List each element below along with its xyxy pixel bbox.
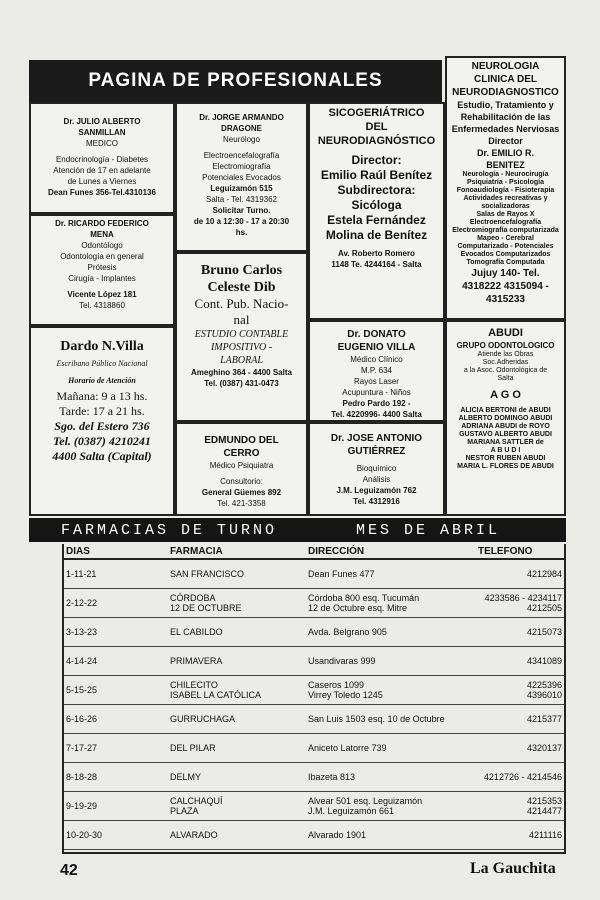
card-line: Médico Clínico	[350, 355, 403, 364]
cell-direccion	[306, 762, 476, 791]
card-line: Tel. 4220996- 4400 Salta	[331, 410, 422, 419]
cell-telefono-line: 4396010	[526, 689, 562, 700]
farmacias-title: FARMACIAS DE TURNO	[61, 522, 278, 539]
cell-direccion	[306, 820, 476, 849]
card-line: EUGENIO VILLA	[337, 342, 416, 353]
cell-farmacia-line: ISABEL LA CATÓLICA	[170, 689, 262, 700]
card-line: Consultorio:	[220, 477, 263, 486]
card-line: Tel. (0387) 4210241	[53, 434, 151, 448]
cell-dias: 3-13-23	[64, 617, 168, 646]
card-celeste-dib	[175, 252, 308, 422]
card-line: hs.	[235, 228, 248, 237]
card-line: Dr. EMILIO R.	[476, 148, 534, 158]
cell-direccion-line: Alvarado 1901	[308, 829, 367, 840]
card-line: Prótesis	[87, 263, 117, 272]
cell-telefono-line: 4211116	[528, 829, 562, 840]
cell-direccion-line: Dean Funes 477	[308, 568, 375, 579]
cell-telefono-line: 4233586 - 4234117	[484, 592, 562, 603]
header-dias: DIAS	[64, 544, 168, 559]
cell-dias: 7-17-27	[64, 733, 168, 762]
cell-farmacia-line: CÓRDOBA	[170, 592, 216, 603]
card-line: J.M. Leguizamón 762	[336, 486, 417, 495]
table-row	[64, 559, 564, 588]
card-line: Mapeo - Cerebral	[477, 235, 534, 242]
card-line: Bruno Carlos	[200, 263, 283, 278]
card-line: socializadoras	[481, 203, 530, 210]
card-line: A G O	[490, 389, 521, 401]
card-line: Tomografía Computada	[466, 259, 545, 266]
cell-farmacia	[168, 559, 306, 588]
card-sanmillan	[29, 102, 175, 214]
card-line: Fonoaudiología - Fisioterapia	[456, 187, 555, 194]
card-line: Horario de Atención	[68, 376, 136, 385]
card-line: Tel. 4312916	[353, 497, 400, 506]
table-header-row	[64, 544, 564, 559]
card-line: Tarde: 17 a 21 hs.	[59, 404, 145, 418]
cell-farmacia	[168, 646, 306, 675]
table-row	[64, 704, 564, 733]
card-line: Electroencefalografía	[203, 151, 280, 160]
card-line: LABORAL	[220, 355, 263, 366]
card-line: Escribano Público Nacional	[56, 359, 148, 368]
cell-direccion-line: Virrey Toledo 1245	[308, 689, 383, 700]
farmacias-table	[64, 544, 564, 850]
cell-dias: 5-15-25	[64, 675, 168, 704]
cell-farmacia-line: CHILECITO	[170, 679, 218, 690]
card-neurologia	[445, 56, 566, 320]
cell-direccion	[306, 704, 476, 733]
card-line: Salta	[497, 375, 514, 382]
table-row	[64, 820, 564, 849]
cell-direccion	[306, 675, 476, 704]
cell-telefono	[476, 762, 564, 791]
card-line: ESTUDIO CONTABLE	[194, 329, 289, 340]
card-line: Sgo. del Estero 736	[54, 419, 150, 433]
card-line: Subdirectora:	[337, 183, 416, 197]
card-line: Actividades recreativas y	[463, 195, 548, 202]
cell-farmacia-line: GURRUCHAGA	[170, 713, 236, 724]
cell-telefono	[476, 559, 564, 588]
page-banner	[29, 60, 442, 102]
farmacias-rows	[64, 559, 564, 849]
card-line: GUSTAVO ALBERTO ABUDI	[459, 431, 552, 438]
card-line: NESTOR RUBEN ABUDI	[465, 455, 546, 462]
header-farmacia: FARMACIA	[168, 544, 306, 559]
card-mena	[29, 214, 175, 326]
card-line: DRAGONE	[221, 124, 262, 133]
card-donato-villa	[308, 320, 445, 422]
cell-direccion	[306, 617, 476, 646]
cell-direccion	[306, 588, 476, 617]
card-del-cerro	[175, 422, 308, 516]
cell-farmacia	[168, 820, 306, 849]
cell-dias: 2-12-22	[64, 588, 168, 617]
cell-dias: 1-11-21	[64, 559, 168, 588]
card-line: ALBERTO DOMINGO ABUDI	[458, 415, 553, 422]
card-line: M.P. 634	[361, 366, 392, 375]
card-line: Molina de Benítez	[325, 228, 428, 242]
card-line: Psiquiatría - Psicología	[466, 179, 545, 186]
cell-telefono-line: 4215073	[526, 626, 562, 637]
cell-telefono-line: 4320137	[526, 742, 562, 753]
cell-farmacia-line: CALCHAQUÍ	[170, 795, 223, 806]
card-line: Estela Fernández	[327, 213, 426, 227]
card-line: Dr. RICARDO FEDERICO	[55, 219, 149, 228]
card-line: Tel. 4318860	[79, 301, 125, 310]
card-line: Odontólogo	[81, 241, 123, 250]
card-line: Leguizamón 515	[210, 184, 273, 193]
card-line: Dardo N.Villa	[60, 339, 144, 354]
card-line: Atiende las Obras	[477, 351, 534, 358]
card-line: DEL	[365, 121, 388, 133]
card-line: Análisis	[362, 475, 391, 484]
cell-farmacia	[168, 733, 306, 762]
card-line: EDMUNDO DEL	[204, 435, 279, 446]
card-sicogeriatrico	[308, 102, 445, 320]
card-line: Neurólogo	[223, 135, 260, 144]
card-line: IMPOSITIVO -	[210, 342, 273, 353]
cell-farmacia-line: ALVARADO	[170, 829, 218, 840]
cell-farmacia	[168, 617, 306, 646]
cell-telefono	[476, 646, 564, 675]
publication-name: La Gauchita	[470, 860, 556, 877]
card-line: NEURODIAGNÓSTICO	[317, 135, 436, 147]
card-line: de Lunes a Viernes	[67, 177, 137, 186]
cell-direccion-line: Avda. Belgrano 905	[308, 626, 387, 637]
farmacias-table-wrap	[62, 544, 566, 854]
card-line: GUTIÉRREZ	[347, 446, 406, 457]
card-line: Cont. Pub. Nacio-	[194, 296, 289, 311]
cell-telefono	[476, 791, 564, 820]
card-line: Celeste Dib	[207, 280, 276, 295]
card-line: nal	[233, 312, 250, 327]
cell-telefono	[476, 820, 564, 849]
cell-telefono	[476, 617, 564, 646]
header-direccion: DIRECCIÓN	[306, 544, 476, 559]
cell-farmacia	[168, 675, 306, 704]
card-line: ALICIA BERTONI de ABUDI	[460, 407, 551, 414]
card-line: Av. Roberto Romero	[338, 249, 415, 258]
cell-direccion-line: Aniceto Latorre 739	[308, 742, 387, 753]
card-line: Evocados Computarizados	[460, 251, 551, 258]
card-line: Dr. JOSE ANTONIO	[330, 433, 423, 444]
cell-direccion	[306, 559, 476, 588]
cell-direccion-line: Caseros 1099	[308, 679, 365, 690]
cell-telefono	[476, 704, 564, 733]
table-row	[64, 646, 564, 675]
card-line: Dr. JULIO ALBERTO	[63, 117, 141, 126]
table-row	[64, 588, 564, 617]
cell-direccion-line: Alvear 501 esq. Leguizamón	[308, 795, 423, 806]
cell-direccion-line: San Luis 1503 esq. 10 de Octubre	[308, 713, 445, 724]
card-line: Tel. (0387) 431-0473	[204, 379, 279, 388]
cell-telefono-line: 4212726 - 4214546	[483, 771, 562, 782]
card-line: Cirugía - Implantes	[68, 274, 136, 283]
cell-telefono-line: 4214477	[526, 805, 562, 816]
card-line: Salta - Tel. 4319362	[205, 195, 277, 204]
cell-telefono	[476, 588, 564, 617]
card-line: MENA	[90, 230, 114, 239]
card-line: Médico Psiquiatra	[209, 461, 274, 470]
table-row	[64, 791, 564, 820]
card-line: Dr. JORGE ARMANDO	[199, 113, 284, 122]
cell-dias: 6-16-26	[64, 704, 168, 733]
card-line: ABUDI	[488, 327, 523, 339]
table-row	[64, 675, 564, 704]
cell-farmacia-line: 12 DE OCTUBRE	[170, 602, 242, 613]
card-line: Solicitar Turno.	[212, 206, 271, 215]
cell-dias: 8-18-28	[64, 762, 168, 791]
card-dragone	[175, 102, 308, 252]
cell-direccion-line: Córdoba 800 esq. Tucumán	[308, 592, 420, 603]
card-line: CLINICA DEL	[474, 74, 537, 85]
cell-farmacia-line: SAN FRANCISCO	[170, 568, 245, 579]
cell-telefono-line: 4341089	[526, 655, 562, 666]
card-line: Electromiografía	[212, 162, 271, 171]
card-line: Electromiografía computarizada	[452, 227, 559, 234]
cell-farmacia	[168, 588, 306, 617]
card-line: Estudio, Tratamiento y	[457, 100, 554, 110]
cell-dias: 10-20-30	[64, 820, 168, 849]
card-line: Bioquímico	[356, 464, 397, 473]
card-line: NEUROLOGIA	[471, 61, 540, 72]
farmacias-band	[29, 518, 566, 542]
card-line: General Güemes 892	[201, 488, 282, 497]
cell-telefono-line: 4212984	[526, 568, 562, 579]
card-line: Computarizado - Potenciales	[457, 243, 554, 250]
cell-dias: 4-14-24	[64, 646, 168, 675]
card-line: Potenciales Evocados	[202, 173, 281, 182]
cell-telefono	[476, 675, 564, 704]
card-gutierrez	[308, 422, 445, 516]
cell-farmacia-line: EL CABILDO	[170, 626, 223, 637]
card-line: 4400 Salta (Capital)	[52, 449, 152, 463]
cell-direccion-line: Usandivaras 999	[308, 655, 376, 666]
cell-telefono	[476, 733, 564, 762]
card-line: Pedro Pardo 192 -	[342, 399, 411, 408]
cell-telefono-line: 4212505	[526, 602, 562, 613]
card-line: 4318222 4315094 -	[462, 281, 549, 292]
table-row	[64, 762, 564, 791]
card-line: Rayos Laser	[354, 377, 399, 386]
card-line: BENITEZ	[486, 160, 525, 170]
card-line: Dr. DONATO	[347, 329, 406, 340]
banner-title: PAGINA DE PROFESIONALES	[88, 70, 383, 91]
card-line: Acupuntura - Niños	[342, 388, 411, 397]
farmacias-month: MES DE ABRIL	[356, 522, 501, 539]
cell-farmacia	[168, 762, 306, 791]
card-line: Vicente López 181	[67, 290, 137, 299]
card-line: Emilio Raúl Benítez	[320, 168, 433, 182]
header-telefono: TELEFONO	[476, 544, 564, 559]
card-line: Atención de 17 en adelante	[53, 166, 151, 175]
card-line: GRUPO ODONTOLOGICO	[456, 341, 555, 350]
card-line: Jujuy 140- Tel.	[471, 268, 540, 279]
card-line: a la Asoc. Odontológica de	[463, 367, 548, 374]
table-row	[64, 733, 564, 762]
card-line: ADRIANA ABUDI de ROYO	[461, 423, 550, 430]
cell-farmacia	[168, 704, 306, 733]
table-row	[64, 617, 564, 646]
card-line: Neurología - Neurocirugía	[462, 171, 549, 178]
cell-telefono-line: 4215353	[526, 795, 562, 806]
card-line: Sicóloga	[351, 198, 402, 212]
card-line: MEDICO	[86, 139, 118, 148]
cell-direccion	[306, 791, 476, 820]
page-number: 42	[60, 862, 78, 879]
cell-direccion	[306, 733, 476, 762]
cell-direccion-line: 12 de Octubre esq. Mitre	[308, 602, 408, 613]
card-line: 1148 Te. 4244164 - Salta	[331, 260, 422, 269]
card-line: Director	[488, 136, 523, 146]
cell-dias: 9-19-29	[64, 791, 168, 820]
card-line: MARIA L. FLORES DE ABUDI	[457, 463, 554, 470]
card-line: MARIANA SATTLER de	[467, 439, 544, 446]
card-line: de 10 a 12:30 - 17 a 20:30	[193, 217, 290, 226]
card-line: 4315233	[486, 294, 525, 305]
card-line: Enfermedades Nerviosas	[451, 124, 560, 134]
card-line: NEURODIAGNOSTICO	[452, 87, 559, 98]
card-line: Soc.Adheridas	[482, 359, 529, 366]
cell-telefono-line: 4215377	[526, 713, 562, 724]
card-line: Odontología en general	[60, 252, 144, 261]
card-line: Tel. 421-3358	[217, 499, 266, 508]
card-line: Salas de Rayos X	[476, 211, 535, 218]
card-line: Endocrinología - Diabetes	[55, 155, 149, 164]
cell-direccion-line: J.M. Leguizamón 661	[308, 805, 395, 816]
cell-direccion-line: Ibazeta 813	[308, 771, 356, 782]
card-line: SICOGERIÁTRICO	[328, 107, 425, 119]
card-line: Dean Funes 356-Tel.4310136	[48, 188, 156, 197]
cell-direccion	[306, 646, 476, 675]
cell-farmacia	[168, 791, 306, 820]
card-dardo-villa	[29, 326, 175, 516]
cell-telefono-line: 4225396	[526, 679, 562, 690]
card-line: Mañana: 9 a 13 hs.	[56, 389, 148, 403]
cell-farmacia-line: PLAZA	[170, 805, 199, 816]
card-line: Rehabilitación de las	[460, 112, 551, 122]
card-line: A B U D I	[490, 447, 521, 454]
card-line: SANMILLAN	[78, 128, 126, 137]
card-line: Ameghino 364 - 4400 Salta	[191, 368, 292, 377]
card-abudi	[445, 320, 566, 516]
cell-farmacia-line: PRIMAVERA	[170, 655, 223, 666]
cell-farmacia-line: DEL PILAR	[170, 742, 216, 753]
card-line: Director:	[351, 153, 402, 167]
cell-farmacia-line: DELMY	[170, 771, 202, 782]
card-line: Electroencefalografía	[469, 219, 542, 226]
card-line: CERRO	[223, 448, 260, 459]
